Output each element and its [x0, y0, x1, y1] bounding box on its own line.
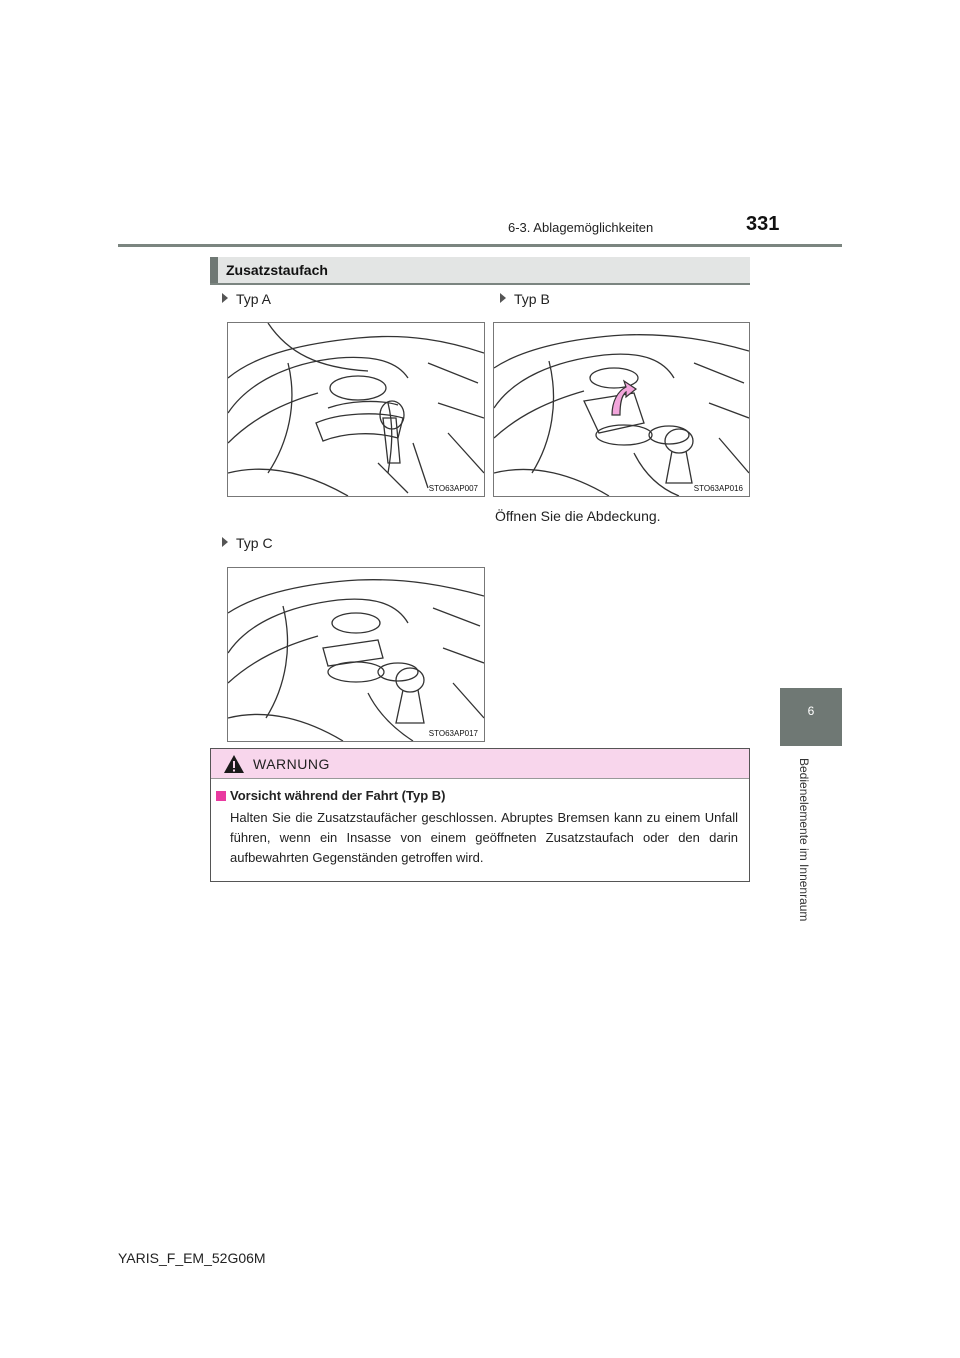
figure-type-a — [227, 322, 485, 497]
figure-code-a: STO63AP007 — [428, 484, 478, 493]
square-bullet-icon — [216, 791, 226, 801]
footer-document-code: YARIS_F_EM_52G06M — [118, 1250, 266, 1266]
triangle-bullet-icon — [500, 293, 506, 303]
type-a-text: Typ A — [236, 291, 272, 307]
figure-type-b — [493, 322, 750, 497]
warning-text: Halten Sie die Zusatzstaufächer geschlossen. Abruptes Bremsen kann zu einem Unfall führen, wenn ein Insasse von einem geöffneten Zusatzstaufach oder den darin aufbewahrten Gegenständen getroffen wird. — [230, 810, 738, 865]
warning-triangle-icon — [223, 754, 245, 774]
type-c-text: Typ C — [236, 535, 273, 551]
caption-type-b: Öffnen Sie die Abdeckung. — [495, 508, 661, 524]
figure-type-c — [227, 567, 485, 742]
chapter-number: 6 — [807, 704, 815, 718]
type-b-text: Typ B — [514, 291, 550, 307]
car-interior-illustration-a — [228, 323, 484, 496]
type-b-label — [500, 291, 550, 307]
header-section-title: 6-3. Ablagemöglichkeiten — [508, 220, 654, 235]
header-rule — [118, 244, 842, 247]
car-interior-illustration-b — [494, 323, 749, 496]
type-a-label — [222, 291, 271, 307]
figure-code-b: STO63AP016 — [693, 484, 743, 493]
figure-code-c: STO63AP017 — [428, 729, 478, 738]
section-bar-accent — [210, 257, 218, 283]
type-c-label — [222, 535, 273, 551]
section-title: Zusatzstaufach — [226, 262, 328, 278]
triangle-bullet-icon — [222, 293, 228, 303]
triangle-bullet-icon — [222, 537, 228, 547]
warning-label: WARNUNG — [253, 756, 330, 772]
page-number: 331 — [746, 213, 780, 235]
car-interior-illustration-c — [228, 568, 484, 741]
chapter-title: Bedienelemente im Innenraum — [797, 758, 811, 922]
warning-subtitle: Vorsicht während der Fahrt (Typ B) — [230, 788, 446, 803]
